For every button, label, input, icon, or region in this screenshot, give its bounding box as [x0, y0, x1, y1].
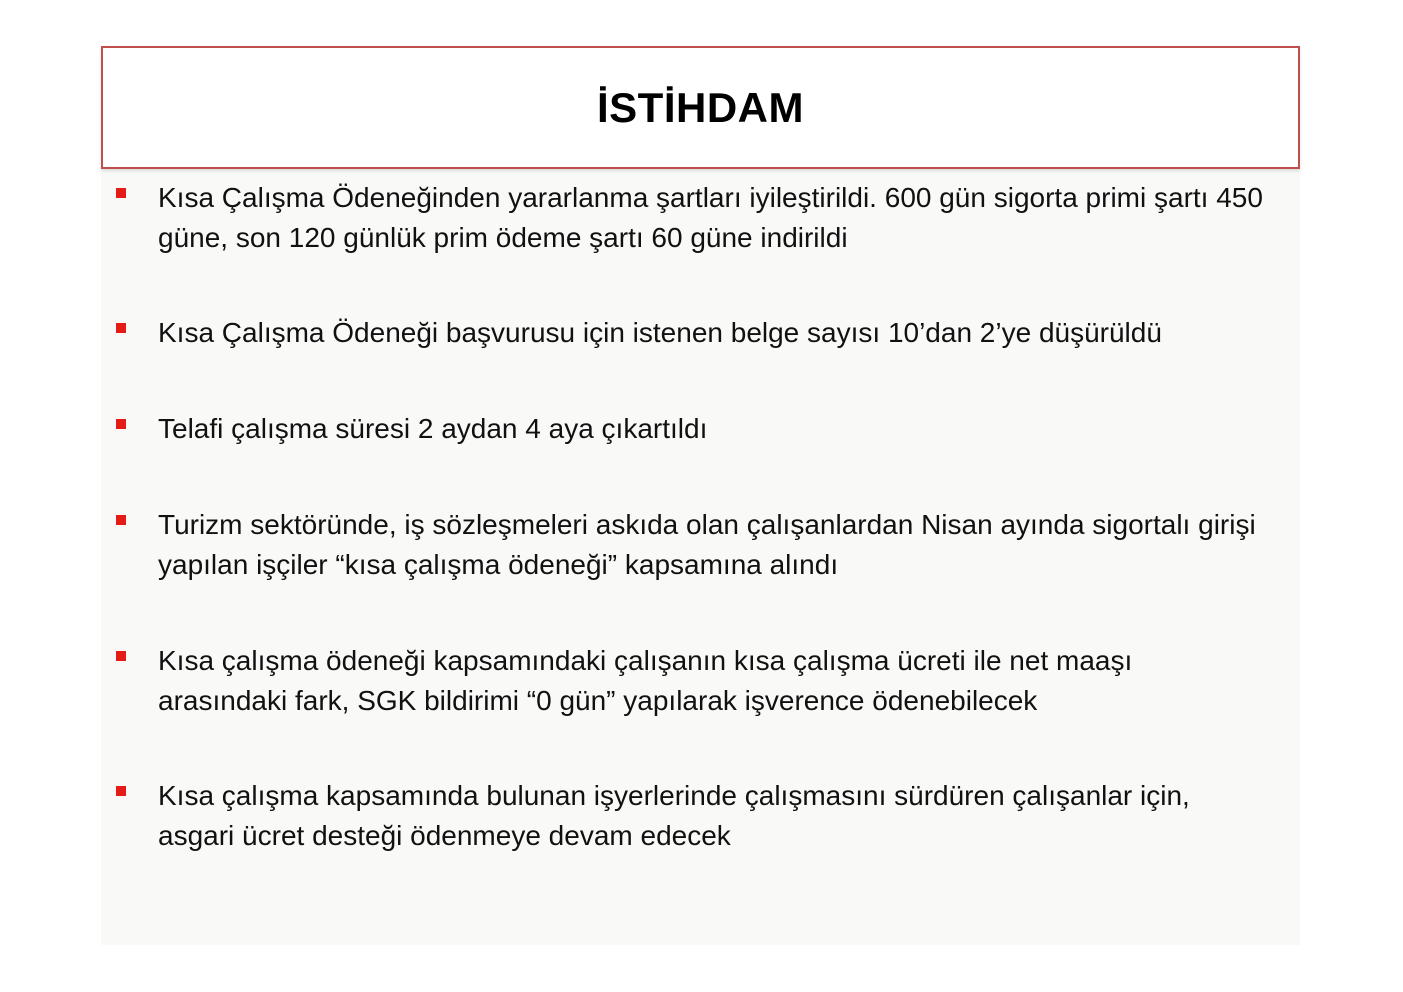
list-item-text: Turizm sektöründe, iş sözleşmeleri askıda olan çalışanlardan Nisan ayında sigortalı girişi yapılan işçiler “kısa çalışma ödeneği” kapsamına alındı — [158, 509, 1256, 580]
list-item-text: Telafi çalışma süresi 2 aydan 4 aya çıkartıldı — [158, 413, 708, 444]
list-item-text: Kısa çalışma ödeneği kapsamındaki çalışanın kısa çalışma ücreti ile net maaşı arasındaki fark, SGK bildirimi “0 gün” yapılarak işverence ödenebilecek — [158, 645, 1133, 716]
list-item-text: Kısa Çalışma Ödeneği başvurusu için istenen belge sayısı 10’dan 2’ye düşürüldü — [158, 317, 1162, 348]
square-bullet-icon — [116, 188, 126, 198]
title-box — [101, 46, 1300, 169]
square-bullet-icon — [116, 651, 126, 661]
list-item-text: Kısa çalışma kapsamında bulunan işyerlerinde çalışmasını sürdüren çalışanlar için, asgari ücret desteği ödenmeye devam edecek — [158, 780, 1190, 851]
square-bullet-icon — [116, 323, 126, 333]
square-bullet-icon — [116, 786, 126, 796]
square-bullet-icon — [116, 419, 126, 429]
page-title: İSTİHDAM — [597, 83, 804, 131]
square-bullet-icon — [116, 515, 126, 525]
list-item-text: Kısa Çalışma Ödeneğinden yararlanma şartları iyileştirildi. 600 gün sigorta primi şartı 450 güne, son 120 günlük prim ödeme şartı 60 güne indirildi — [158, 182, 1263, 253]
